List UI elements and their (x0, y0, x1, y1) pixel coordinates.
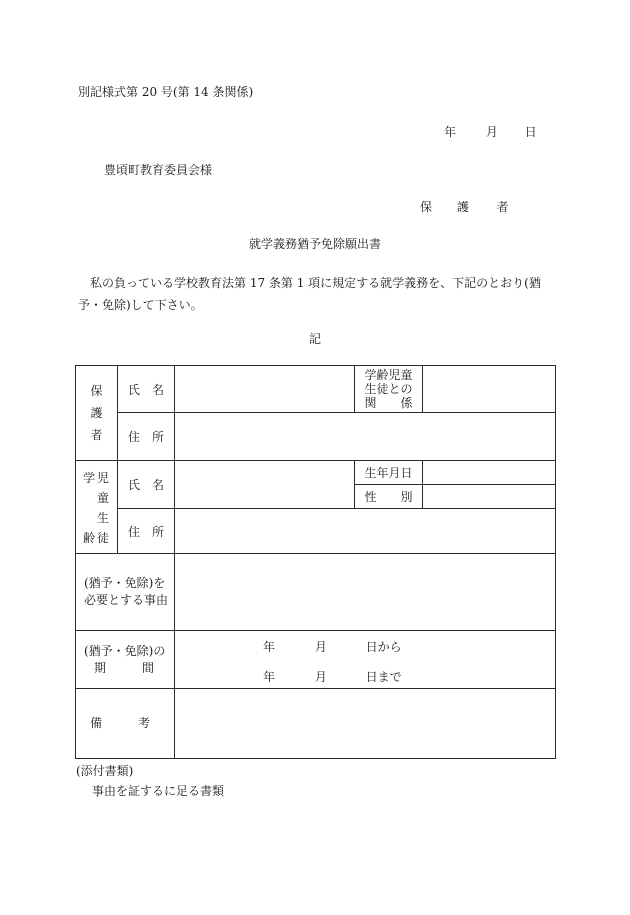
period-label-line-1: (猶予・免除)の (84, 643, 166, 658)
student-col2-char-1: 児 (97, 471, 110, 485)
student-name-field[interactable] (175, 461, 355, 509)
form-number: 別記様式第 20 号(第 14 条関係) (78, 85, 254, 99)
birthdate-field[interactable] (423, 461, 556, 485)
guardian-address-label: 住 所 (118, 413, 175, 461)
guardian-name-label: 氏 名 (118, 366, 175, 413)
guardian-name-row (76, 366, 556, 413)
guardian-address-row (76, 413, 556, 461)
guardian-name-field[interactable] (175, 366, 355, 413)
application-table (75, 365, 556, 759)
reason-label (76, 554, 175, 631)
reason-row (76, 554, 556, 631)
student-col1-char-2: 齢 (83, 531, 96, 545)
document-title: 就学義務猶予免除願出書 (248, 237, 381, 251)
student-name-row (76, 461, 556, 485)
period-from (263, 638, 402, 655)
remarks-field[interactable] (175, 689, 556, 759)
addressee: 豊頃町教育委員会様 (104, 163, 213, 177)
guardian-group-char-1: 保 (90, 384, 103, 398)
date-month-label: 月 (485, 125, 498, 139)
remarks-row (76, 689, 556, 759)
period-to-month: 月 (314, 670, 327, 684)
date-year-label: 年 (444, 125, 457, 139)
guardian-char-3: 者 (496, 200, 509, 214)
period-from-month: 月 (314, 640, 327, 654)
document-body: 私の負っている学校教育法第 17 条第 1 項に規定する就学義務を、下記のとおり(猶予・免除)して下さい。 (78, 276, 541, 312)
remarks-label: 備 考 (76, 689, 175, 759)
student-address-field[interactable] (175, 509, 556, 554)
guardian-char-2: 護 (456, 200, 469, 214)
ki-heading: 記 (308, 332, 321, 346)
reason-field[interactable] (175, 554, 556, 631)
student-col2-char-4: 徒 (97, 531, 110, 545)
relation-label-line-2: 生徒との (364, 382, 413, 396)
period-to-day: 日まで (365, 670, 402, 684)
date-line (444, 123, 537, 140)
guardian-group-label (76, 366, 118, 461)
attachments-heading: (添付書類) (76, 764, 134, 778)
student-col1-char-1: 学 (83, 471, 96, 485)
attachments-item: 事由を証するに足る書類 (92, 784, 225, 798)
student-address-row (76, 509, 556, 554)
guardian-signature-line (420, 198, 509, 215)
gender-label: 性 別 (355, 485, 423, 509)
period-to (263, 668, 402, 685)
reason-label-line-1: (猶予・免除)を (84, 576, 166, 590)
student-name-label: 氏 名 (118, 461, 175, 509)
relation-label-line-1: 学齢児童 (364, 368, 413, 382)
reason-label-line-2: 必要とする事由 (84, 593, 169, 607)
student-group-label (76, 461, 118, 554)
period-from-day: 日から (365, 640, 402, 654)
relation-field[interactable] (423, 366, 556, 413)
gender-field[interactable] (423, 485, 556, 509)
birthdate-label: 生年月日 (355, 461, 423, 485)
period-field[interactable] (175, 631, 556, 689)
guardian-group-char-2: 護 (90, 406, 103, 420)
student-col2-char-3: 生 (97, 511, 110, 525)
relation-label-line-3: 関 係 (364, 396, 413, 410)
guardian-group-char-3: 者 (90, 428, 103, 442)
period-to-year: 年 (263, 670, 276, 684)
period-from-year: 年 (263, 640, 276, 654)
period-row (76, 631, 556, 689)
date-day-label: 日 (524, 125, 537, 139)
student-address-label: 住 所 (118, 509, 175, 554)
guardian-address-field[interactable] (175, 413, 556, 461)
relation-label (355, 366, 423, 413)
guardian-char-1: 保 (420, 200, 433, 214)
student-col2-char-2: 童 (97, 491, 110, 505)
period-label (76, 631, 175, 689)
period-label-line-2: 期 間 (94, 660, 155, 675)
